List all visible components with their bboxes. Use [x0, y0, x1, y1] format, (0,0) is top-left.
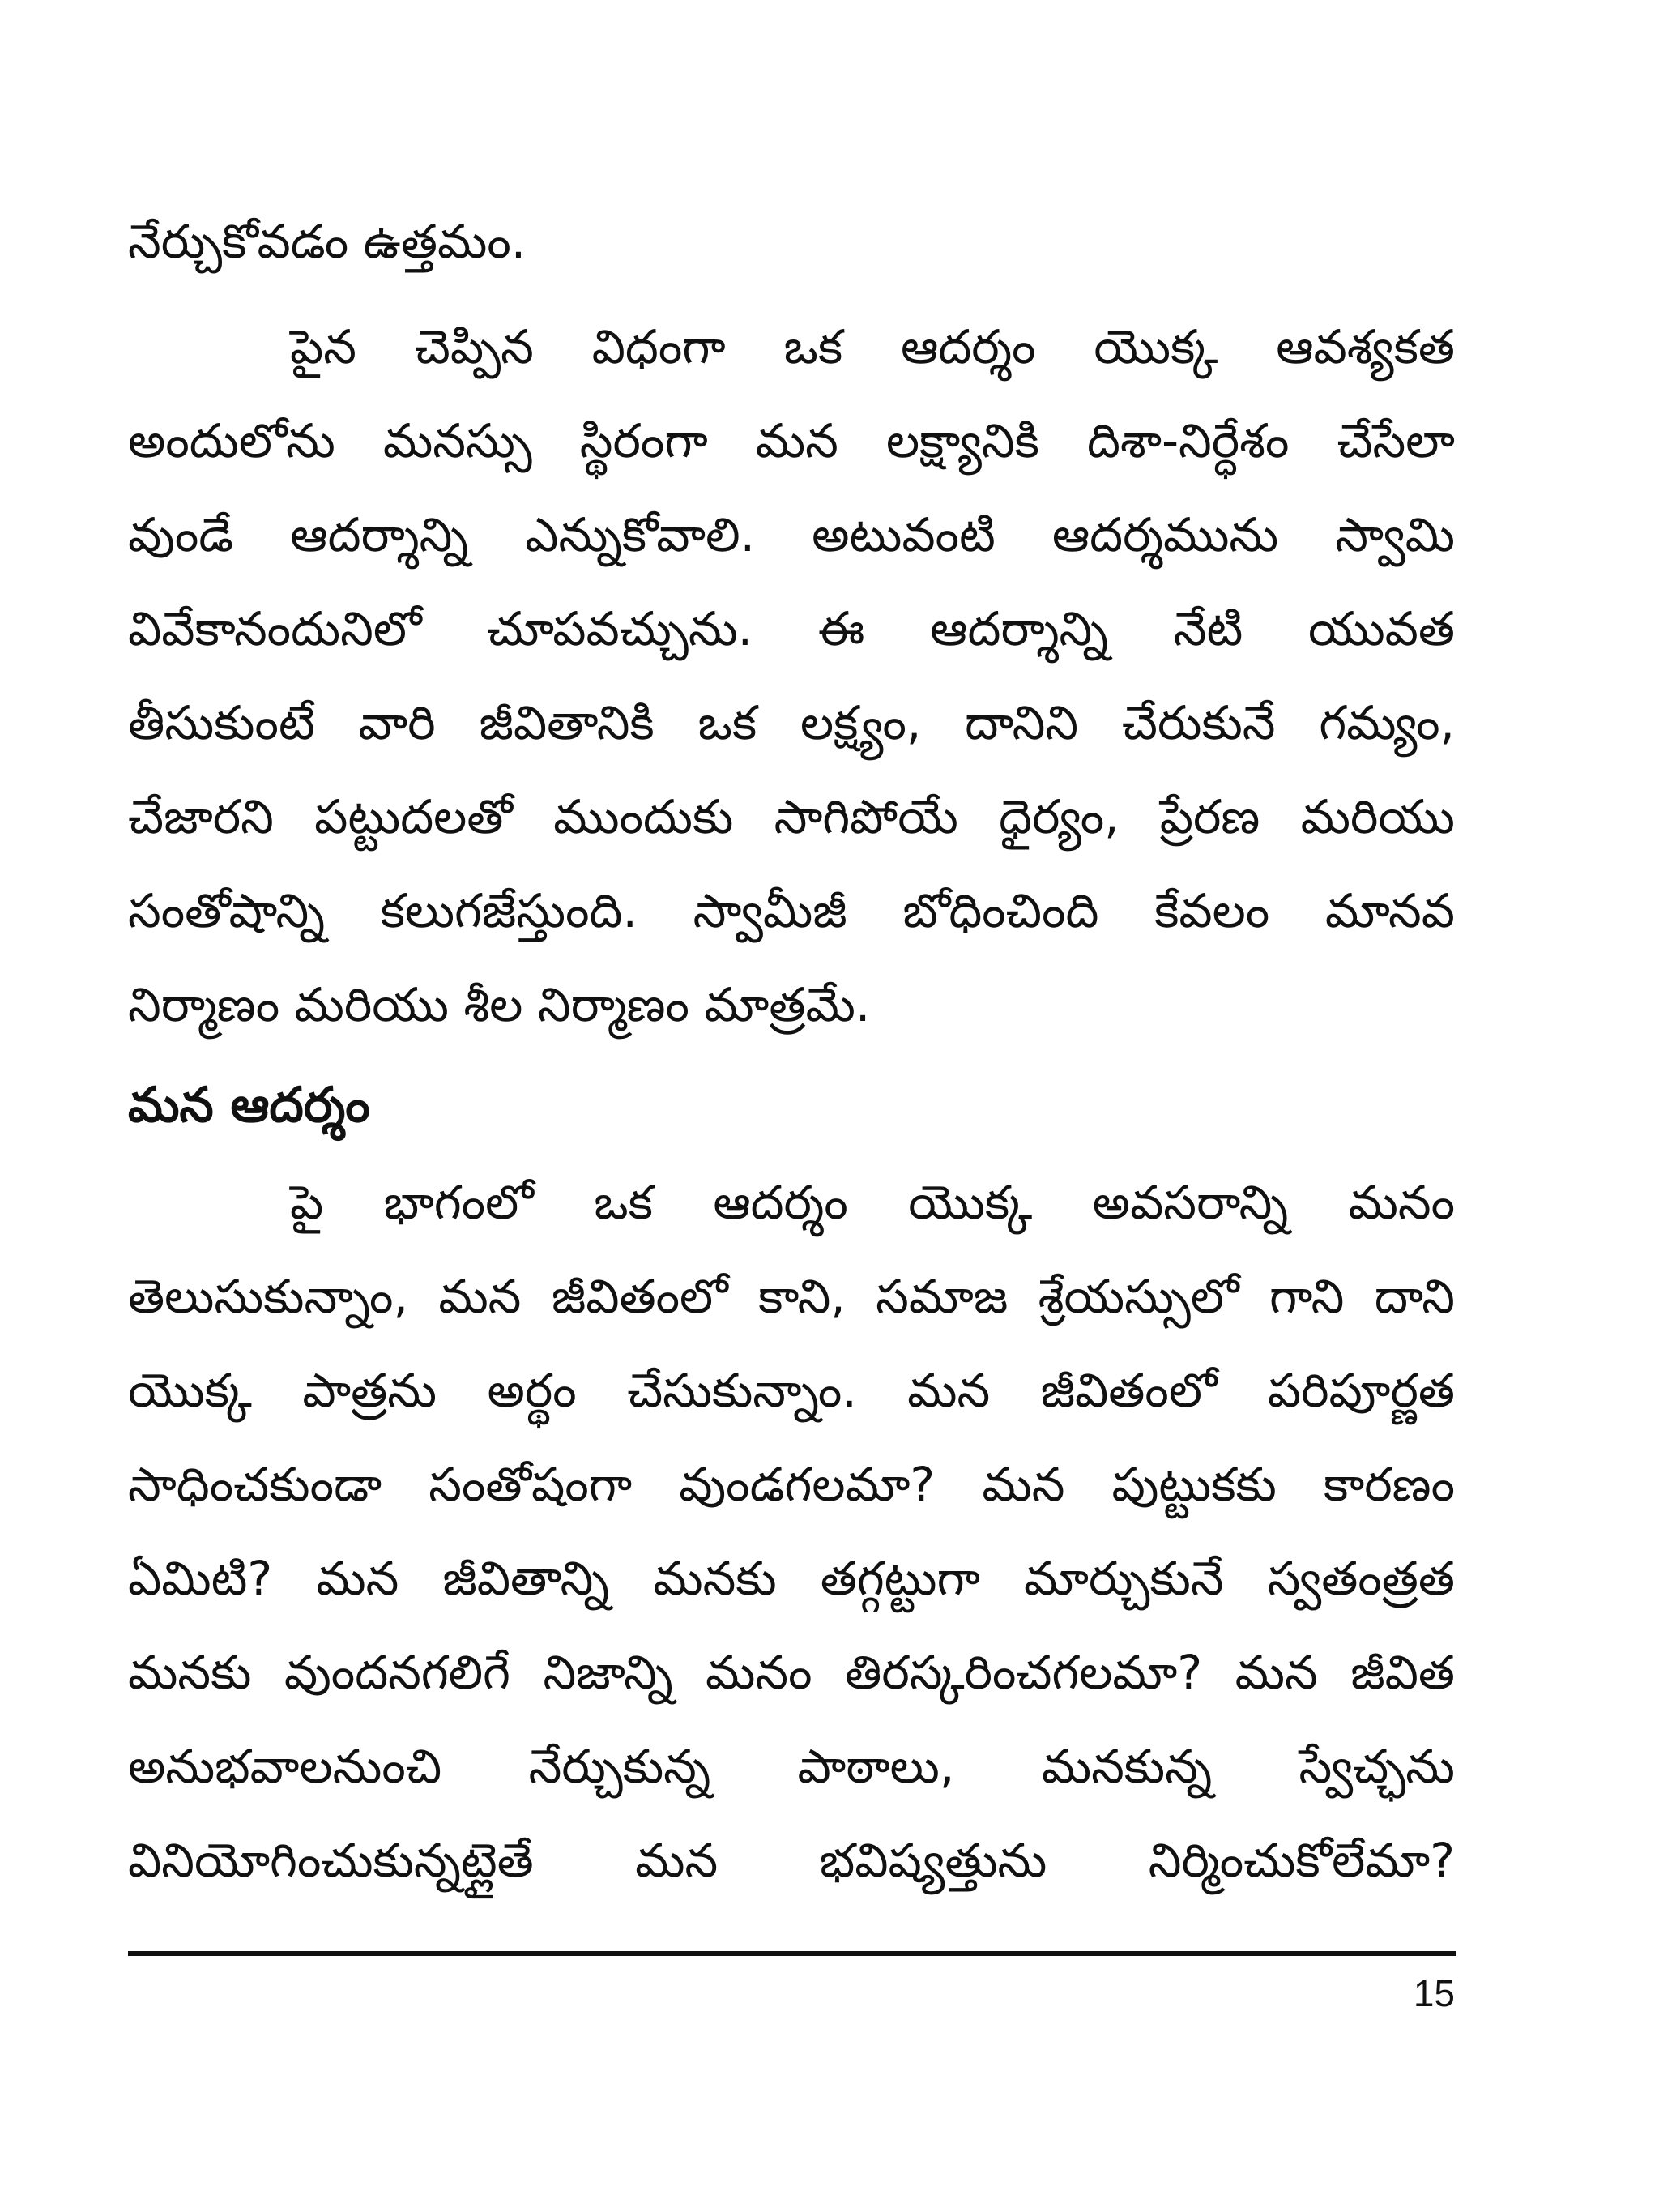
text-line: యొక్క పాత్రను అర్థం చేసుకున్నాం. మన జీవితంలో పరిపూర్ణత: [128, 1363, 1455, 1418]
paragraph-gap: [128, 288, 1455, 300]
page-body: [128, 194, 1455, 1907]
text-line: వివేకానందునిలో చూపవచ్చును. ఈ ఆదర్శాన్ని నేటి యువత: [128, 601, 1455, 656]
section-heading: మన ఆదర్శం: [128, 1077, 370, 1134]
text-line: తెలుసుకున్నాం, మన జీవితంలో కాని, సమాజ శ్రేయస్సులో గాని దాని: [128, 1269, 1455, 1324]
text-line: సాధించకుండా సంతోషంగా వుండగలమా? మన పుట్టుకకు కారణం: [128, 1457, 1455, 1512]
text-line: చేజారని పట్టుదలతో ముందుకు సాగిపోయే ధైర్యం, ప్రేరణ మరియు: [128, 789, 1455, 844]
text-line: వినియోగించుకున్నట్లైతే మన భవిష్యత్తును నిర్మించుకోలేమా?: [128, 1833, 1455, 1888]
paragraph: [128, 1155, 1455, 1907]
text-line: మనకు వుందనగలిగే నిజాన్ని మనం తిరస్కరించగలమా? మన జీవిత: [128, 1645, 1455, 1700]
page-number: 15: [1413, 1972, 1455, 2014]
text-line: నిర్మాణం మరియు శీల నిర్మాణం మాత్రమే.: [128, 977, 871, 1032]
text-line: అనుభవాలనుంచి నేర్చుకున్న పాఠాలు, మనకున్న స్వేచ్ఛను: [128, 1739, 1455, 1794]
text-line: పైన చెప్పిన విధంగా ఒక ఆదర్శం యొక్క ఆవశ్యకత: [290, 319, 1455, 374]
text-line: నేర్చుకోవడం ఉత్తమం.: [128, 214, 527, 269]
paragraph: [128, 300, 1455, 1052]
text-line: తీసుకుంటే వారి జీవితానికి ఒక లక్ష్యం, దానిని చేరుకునే గమ్యం,: [128, 695, 1455, 750]
text-line: వుండే ఆదర్శాన్ని ఎన్నుకోవాలి. అటువంటి ఆదర్శమును స్వామి: [128, 507, 1455, 562]
text-line: సంతోషాన్ని కలుగజేస్తుంది. స్వామీజీ బోధించింది కేవలం మానవ: [128, 883, 1455, 938]
text-line: పై భాగంలో ఒక ఆదర్శం యొక్క అవసరాన్ని మనం: [290, 1175, 1455, 1230]
text-line: అందులోను మనస్సు స్థిరంగా మన లక్ష్యానికి దిశా-నిర్ధేశం చేసేలా: [128, 413, 1455, 468]
footer-rule: [128, 1951, 1456, 1956]
text-line: ఏమిటి? మన జీవితాన్ని మనకు తగ్గట్టుగా మార్చుకునే స్వతంత్రత: [128, 1551, 1455, 1606]
